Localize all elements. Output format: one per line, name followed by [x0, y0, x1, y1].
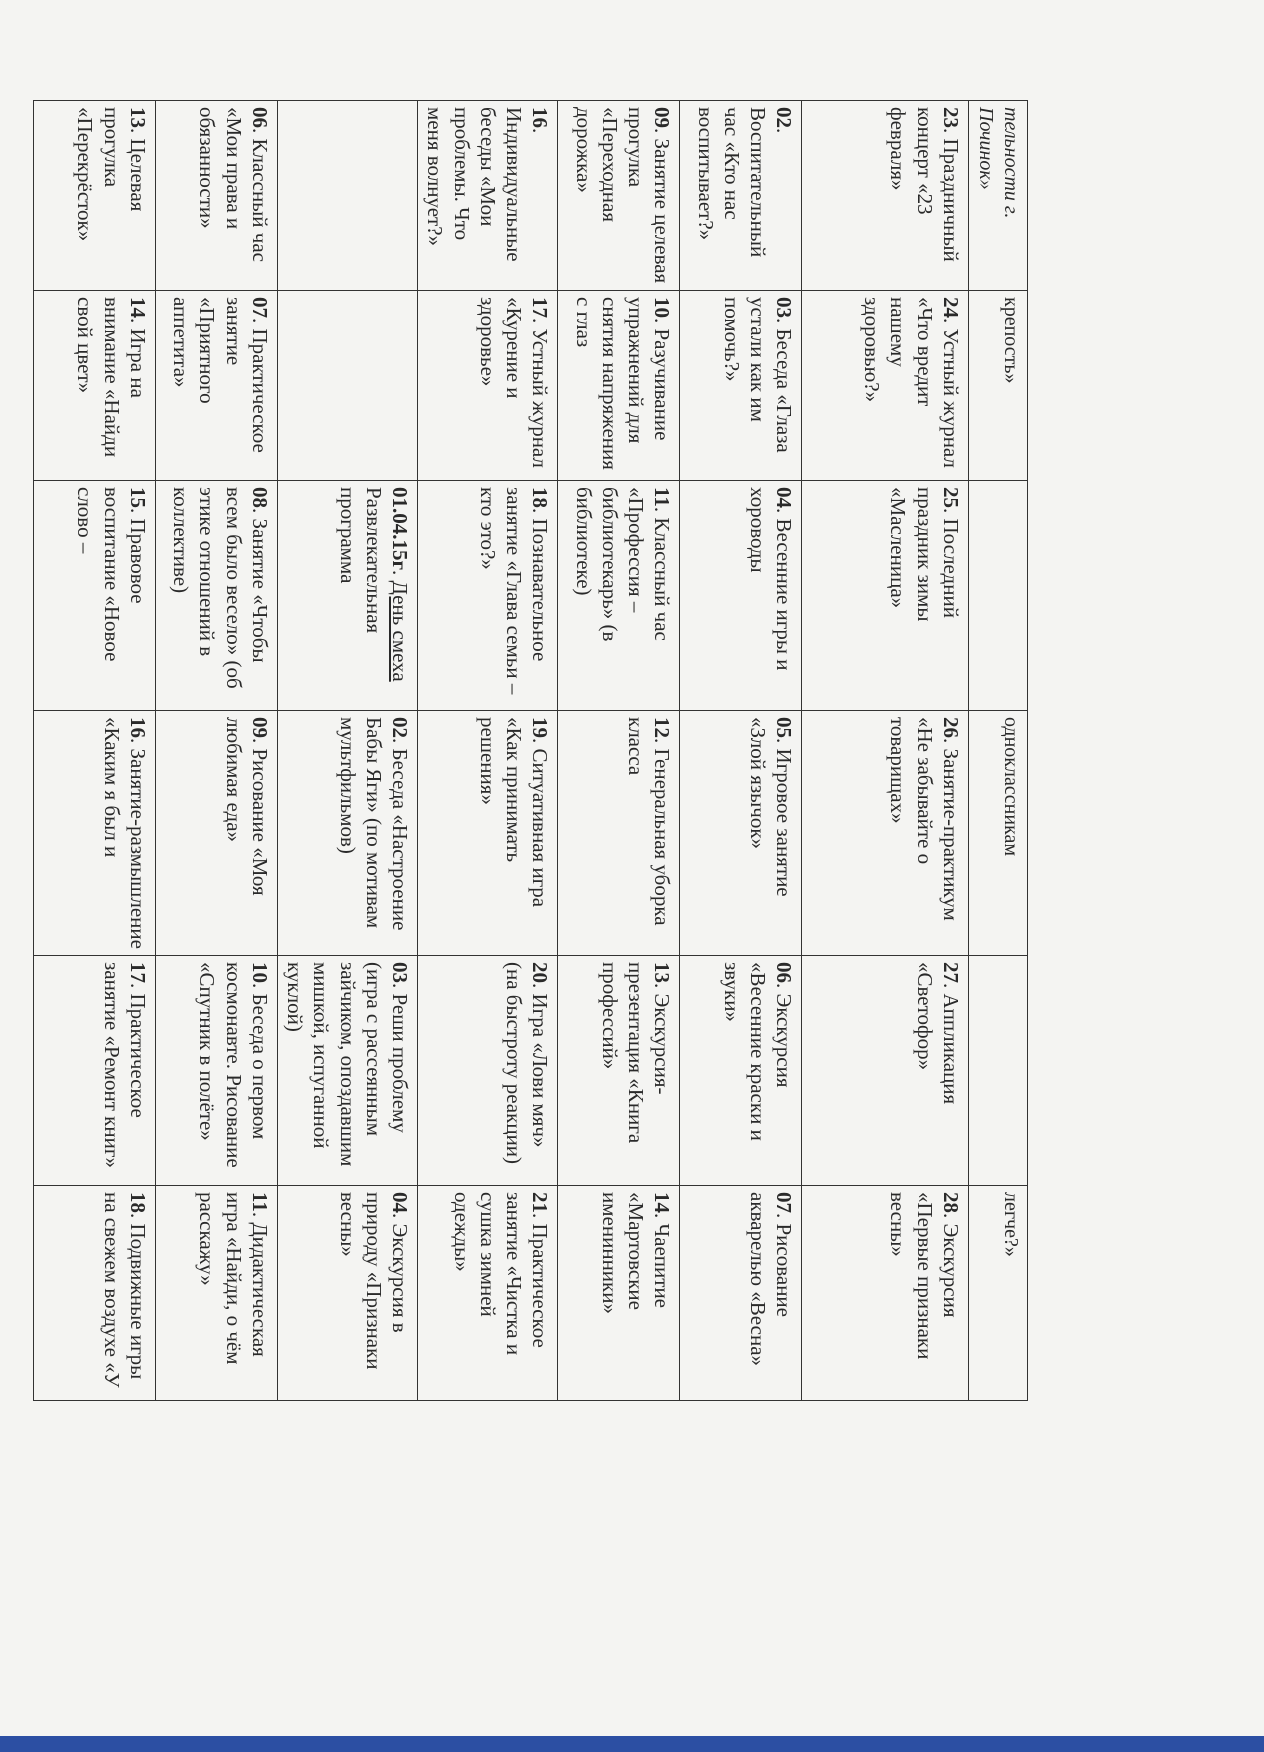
table-cell	[558, 481, 680, 711]
cell-text: . Занятие целевая прогулка «Переходная дорожка»	[571, 107, 675, 284]
table-cell	[418, 956, 558, 1186]
cell-date: 20	[528, 962, 553, 983]
cell-date: 17	[528, 297, 553, 318]
table-cell	[278, 956, 418, 1186]
cell-date: 11	[248, 1192, 272, 1212]
cell-date: 11	[650, 487, 675, 507]
cell-text: . Чаепитие «Мартовские именинники»	[598, 1192, 675, 1314]
table-cell	[680, 1186, 802, 1401]
cell-date: 21	[528, 1192, 553, 1213]
table-cell	[802, 711, 969, 956]
header-cell	[969, 1186, 1028, 1401]
table-cell	[680, 481, 802, 711]
cell-text: . Классный час «Профессия – библиотекарь» (в библиотеке)	[571, 487, 675, 642]
table-cell	[278, 291, 418, 481]
cell-date: 26	[939, 717, 963, 738]
cell-date: 12	[650, 717, 675, 738]
cell-text: . Воспитательный час «Кто нас воспитывает?»	[693, 107, 797, 258]
table-cell	[34, 291, 156, 481]
cell-text: . Экскурсия в природу «Признаки весны»	[335, 1192, 413, 1370]
table-cell	[558, 711, 680, 956]
table-row	[34, 101, 156, 1669]
cell-text: . Рисование акварелью «Весна»	[746, 1192, 797, 1367]
cell-date: 15	[126, 487, 150, 508]
cell-date: 27	[939, 962, 963, 983]
header-cell	[969, 101, 1028, 291]
cell-text: . Устный журнал «Что вредит нашему здоровью?»	[860, 297, 963, 468]
cell-text: . Рисование «Моя любимая еда»	[221, 717, 272, 896]
header-cell-text: одноклассникам	[1000, 717, 1022, 856]
cell-date: 05	[772, 717, 797, 738]
schedule-table	[33, 100, 1028, 1669]
cell-text: . Беседа о первом космонавте. Рисование «Спутник в полёте»	[195, 962, 272, 1168]
cell-date: 04	[388, 1192, 413, 1213]
table-row	[278, 101, 418, 1669]
cell-text: . Экскурсия «Весенние краски и звуки»	[720, 962, 797, 1141]
cell-text: . Экскурсия «Первые признаки весны»	[886, 1192, 963, 1360]
cell-text: . Индивидуальные беседы «Мои проблемы. Что меня волнует?»	[423, 107, 553, 262]
table-cell	[34, 101, 156, 291]
header-cell-text: крепость»	[1000, 297, 1022, 384]
cell-date: 14	[650, 1192, 675, 1213]
cell-text: . Игровое занятие «Злой язычок»	[746, 717, 797, 897]
cell-date: 02	[772, 107, 797, 128]
table-cell	[802, 1186, 969, 1401]
cell-date: 10	[650, 297, 675, 318]
cell-text: . Праздничный концерт «23 февраля»	[886, 107, 963, 262]
cell-text: . Практическое занятие «Чистка и сушка зимней одежды»	[449, 1192, 553, 1356]
header-cell	[969, 956, 1028, 1186]
cell-date: 04	[772, 487, 797, 508]
table-cell	[558, 1186, 680, 1401]
cell-text: . Практическое занятие «Ремонт книг»	[99, 962, 150, 1168]
cell-date: 03	[772, 297, 797, 318]
table-row	[680, 101, 802, 1669]
header-row	[969, 101, 1028, 1669]
cell-date: 19	[528, 717, 553, 738]
table-cell	[156, 1186, 278, 1401]
header-cell	[969, 291, 1028, 481]
table-cell	[156, 481, 278, 711]
cell-date: 03	[388, 962, 413, 983]
cell-date: 18	[126, 1192, 150, 1213]
cell-date: 14	[126, 297, 150, 318]
cell-date: 02	[388, 717, 413, 738]
cell-date: 06	[772, 962, 797, 983]
table-cell	[34, 711, 156, 956]
cell-text: . Аппликация «Светофор»	[912, 962, 963, 1105]
table-cell	[156, 101, 278, 291]
cell-date: 13	[126, 107, 150, 128]
table-cell	[680, 956, 802, 1186]
table-cell	[34, 1186, 156, 1401]
rotated-schedule-table	[73, 100, 1028, 1668]
header-cell	[969, 481, 1028, 711]
table-cell	[558, 956, 680, 1186]
table-cell	[418, 291, 558, 481]
cell-date: 17	[126, 962, 150, 983]
cell-date: 07	[248, 297, 272, 318]
table-cell	[278, 711, 418, 956]
table-row	[802, 101, 969, 1669]
cell-text: . Целевая прогулка «Перекрёсток»	[73, 107, 150, 242]
cell-date: 23	[939, 107, 963, 128]
cell-text: . Занятие-практикум «Не забывайте о товарищах»	[886, 717, 963, 921]
table-row	[156, 101, 278, 1669]
table-cell	[802, 291, 969, 481]
table-cell	[802, 101, 969, 291]
table-cell	[802, 481, 969, 711]
header-cell-text: легче?»	[1000, 1192, 1022, 1257]
table-cell	[802, 956, 969, 1186]
cell-text: . Беседа «Настроение Бабы Яги» (по мотивам мультфильмов)	[335, 717, 413, 931]
table-cell	[278, 481, 418, 711]
cell-date: 06	[248, 107, 272, 128]
cell-text: . Дидактическая игра «Найди, о чём расскажу»	[195, 1192, 272, 1365]
table-cell	[418, 1186, 558, 1401]
cell-date: 01.04.15г	[388, 487, 413, 571]
cell-text: . Генеральная уборка класса	[624, 717, 675, 926]
cell-holiday: День смеха	[388, 580, 413, 682]
table-cell	[156, 291, 278, 481]
cell-text: . Занятие «Чтобы всем было весело» (об этике отношений в коллективе)	[169, 487, 272, 689]
table-cell	[278, 101, 418, 291]
cell-text: .	[388, 570, 413, 581]
table-cell	[418, 101, 558, 291]
table-cell	[558, 101, 680, 291]
table-cell	[558, 291, 680, 481]
cell-text: . Беседа «Глаза устали как им помочь?»	[720, 297, 797, 453]
cell-date: 09	[650, 107, 675, 128]
cell-date: 10	[248, 962, 272, 983]
cell-text: . Правовое воспитание «Новое слово –	[73, 487, 150, 662]
cell-date: 18	[528, 487, 553, 508]
cell-date: 08	[248, 487, 272, 508]
cell-date: 07	[772, 1192, 797, 1213]
cell-date: 24	[939, 297, 963, 318]
cell-text: . Познавательное занятие «Глава семьи – кто это?»	[476, 487, 553, 695]
cell-text: . Реши проблему (игра с рассеянным зайчиком, опоздавшим мишкой, испуганной куклой)	[283, 962, 413, 1167]
cell-date: 16	[528, 107, 553, 128]
header-cell-text: тельности г. Починок»	[975, 107, 1022, 219]
cell-text-after: Развлекательная программа	[335, 487, 386, 634]
cell-text: . Весенние игры и хороводы	[746, 487, 797, 671]
cell-text: . Ситуативная игра «Как принимать решения»	[476, 717, 553, 908]
cell-date: 13	[650, 962, 675, 983]
header-cell	[969, 711, 1028, 956]
table-cell	[418, 481, 558, 711]
cell-text: . Подвижные игры на свежем воздухе «У	[99, 1192, 150, 1388]
table-cell	[156, 711, 278, 956]
table-cell	[680, 101, 802, 291]
table-cell	[680, 291, 802, 481]
cell-text: . Классный час «Мои права и обязанности»	[195, 107, 272, 262]
table-row	[558, 101, 680, 1669]
cell-text: . Практическое занятие «Приятного аппетита»	[169, 297, 272, 453]
cell-date: 28	[939, 1192, 963, 1213]
table-row	[418, 101, 558, 1669]
table-cell	[680, 711, 802, 956]
cell-text: . Разучивание упражнений для снятия напряжения с глаз	[571, 297, 675, 470]
cell-text: . Последний праздник зимы «Масленица»	[886, 487, 963, 622]
cell-text: . Игра на внимание «Найди свой цвет»	[73, 297, 150, 458]
table-cell	[156, 956, 278, 1186]
cell-text: . Устный журнал «Курение и здоровье»	[476, 297, 553, 468]
cell-text: . Игра «Лови мяч» (на быстроту реакции)	[502, 962, 553, 1165]
scan-bottom-edge	[0, 1736, 1264, 1752]
cell-text: . Экскурсия-презентация «Книга профессий»	[598, 962, 675, 1144]
cell-date: 16	[126, 717, 150, 738]
cell-date: 25	[939, 487, 963, 508]
table-cell	[34, 956, 156, 1186]
table-cell	[418, 711, 558, 956]
cell-date: 09	[248, 717, 272, 738]
table-cell	[34, 481, 156, 711]
table-cell	[278, 1186, 418, 1401]
cell-text: . Занятие-размышление «Каким я был и	[99, 717, 150, 949]
